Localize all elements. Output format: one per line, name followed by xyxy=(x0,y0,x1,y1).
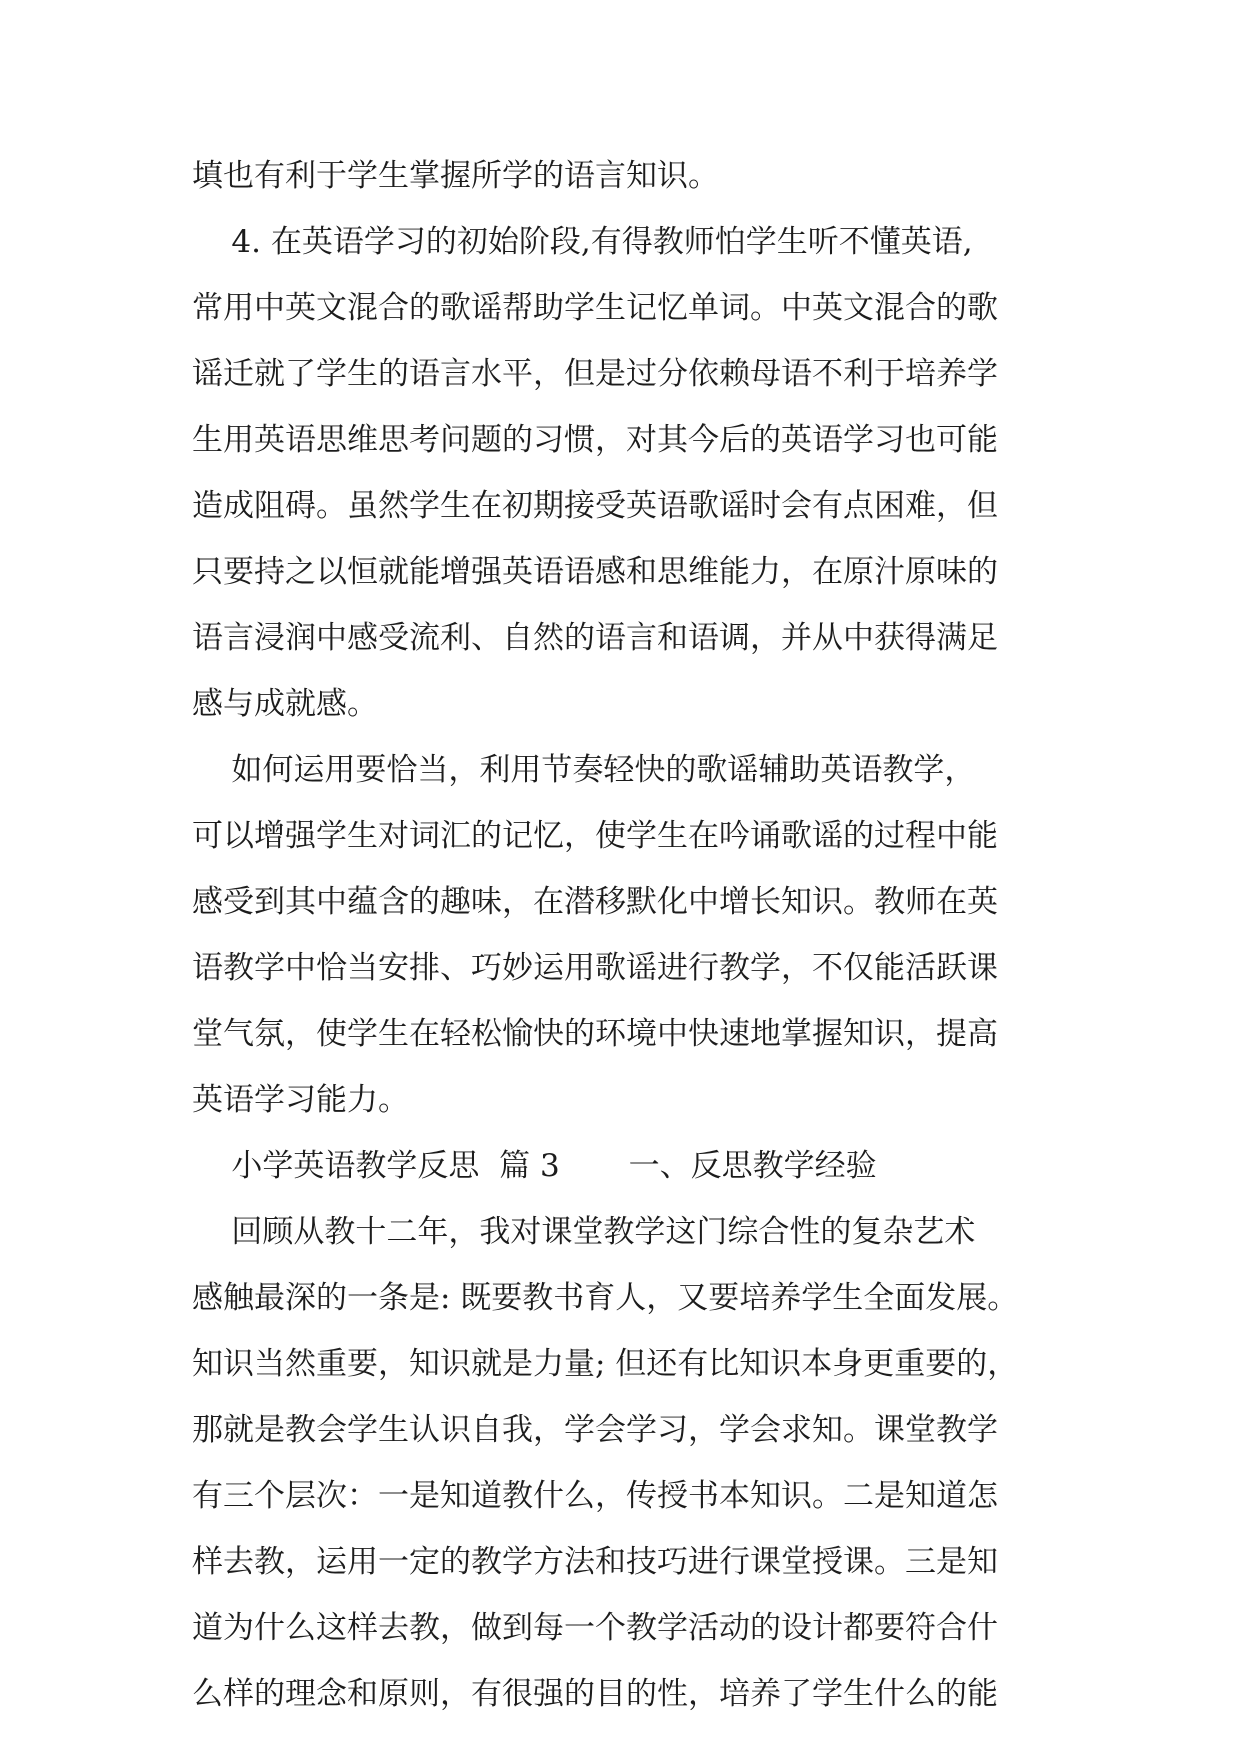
text-line: 填也有利于学生掌握所学的语言知识。 xyxy=(192,158,719,194)
text-line: 道为什么这样去教，做到每一个教学活动的设计都要符合什 xyxy=(192,1610,998,1646)
text-line: 如何运用要恰当，利用节奏轻快的歌谣辅助英语教学， xyxy=(192,752,976,788)
text-line: 语教学中恰当安排、巧妙运用歌谣进行教学，不仅能活跃课 xyxy=(192,950,998,986)
text-line: 堂气氛，使学生在轻松愉快的环境中快速地掌握知识，提高 xyxy=(192,1016,998,1052)
text-line: 那就是教会学生认识自我，学会学习，学会求知。课堂教学 xyxy=(192,1412,998,1448)
text-line: 常用中英文混合的歌谣帮助学生记忆单词。中英文混合的歌 xyxy=(192,290,998,326)
text-line: 回顾从教十二年，我对课堂教学这门综合性的复杂艺术 xyxy=(192,1214,976,1250)
text-line: 有三个层次：一是知道教什么，传授书本知识。二是知道怎 xyxy=(192,1478,998,1514)
text-line: 可以增强学生对词汇的记忆，使学生在吟诵歌谣的过程中能 xyxy=(192,818,998,854)
text-line: 造成阻碍。虽然学生在初期接受英语歌谣时会有点困难，但 xyxy=(192,488,998,524)
text-line: 感与成就感。 xyxy=(192,686,378,722)
text-line: 语言浸润中感受流利、自然的语言和语调，并从中获得满足 xyxy=(192,620,998,656)
text-line: 4. 在英语学习的初始阶段,有得教师怕学生听不懂英语, xyxy=(192,224,973,260)
text-line: 生用英语思维思考问题的习惯，对其今后的英语学习也可能 xyxy=(192,422,998,458)
text-line: 样去教，运用一定的教学方法和技巧进行课堂授课。三是知 xyxy=(192,1544,998,1580)
text-line: 只要持之以恒就能增强英语语感和思维能力，在原汁原味的 xyxy=(192,554,998,590)
text-line: 感受到其中蕴含的趣味，在潜移默化中增长知识。教师在英 xyxy=(192,884,998,920)
section-heading: 小学英语教学反思 篇 3 一、反思教学经验 xyxy=(192,1148,877,1184)
text-line: 英语学习能力。 xyxy=(192,1082,409,1118)
text-line: 么样的理念和原则，有很强的目的性，培养了学生什么的能 xyxy=(192,1676,998,1712)
text-line: 感触最深的一条是: 既要教书育人，又要培养学生全面发展。 xyxy=(192,1280,1019,1316)
text-line: 谣迁就了学生的语言水平，但是过分依赖母语不利于培养学 xyxy=(192,356,998,392)
text-line: 知识当然重要，知识就是力量; 但还有比知识本身更重要的， xyxy=(192,1346,1019,1382)
